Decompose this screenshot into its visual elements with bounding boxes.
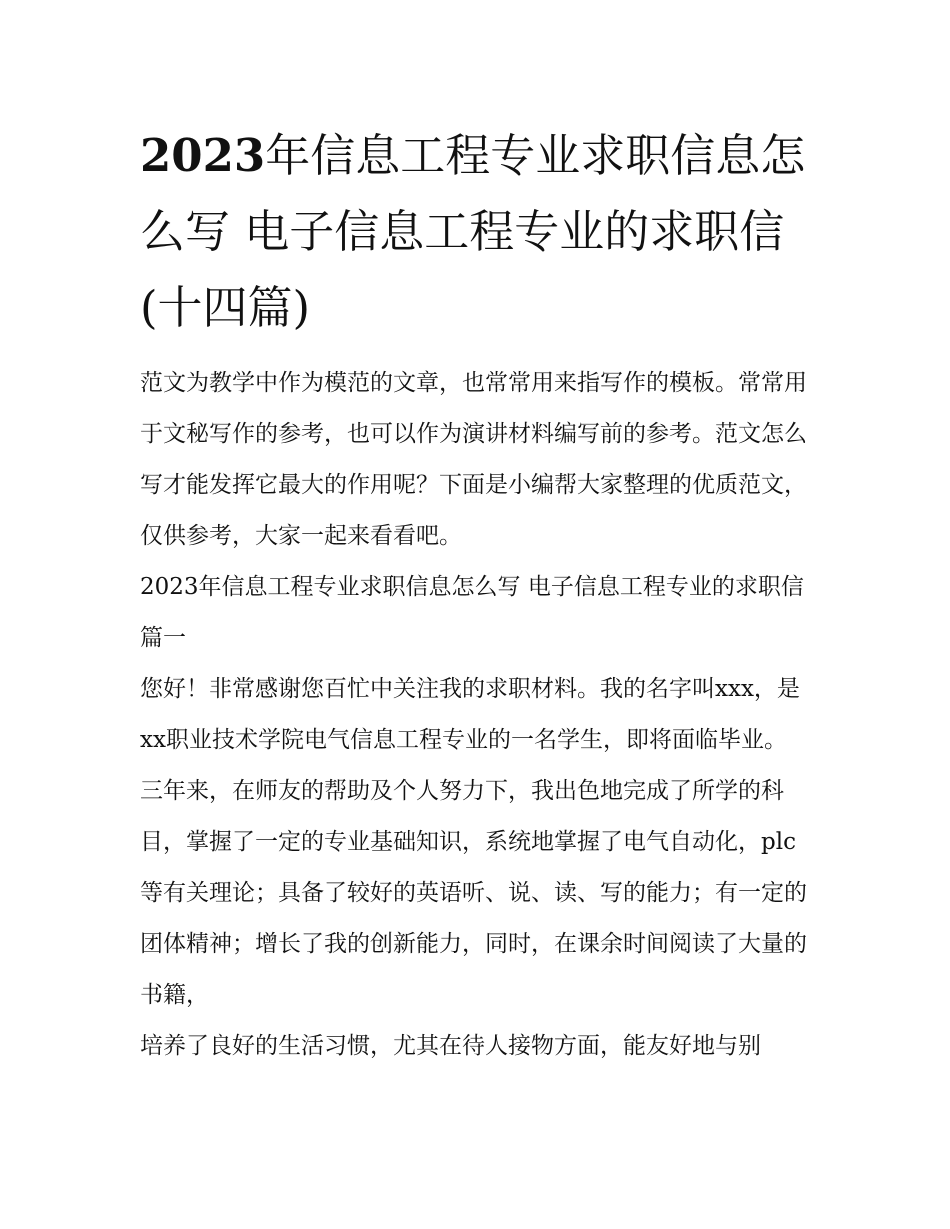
title-text: 年信息工程专业求职信息怎么写 电子信息工程专业的求职信(十四篇) xyxy=(140,129,806,334)
intro-paragraph: 范文为教学中作为模范的文章，也常常用来指写作的模板。常常用于文秘写作的参考，也可以作为演讲材料编写前的参考。范文怎么写才能发挥它最大的作用呢？下面是小编帮大家整理的优质范文，仅供参考，大家一起来看看吧。 xyxy=(140,370,807,549)
greeting-paragraph: 您好！非常感谢您百忙中关注我的求职材料。我的名字叫xxx，是xx职业技术学院电气信息工程专业的一名学生，即将面临毕业。 xyxy=(140,676,800,753)
title-year: 2023 xyxy=(140,129,266,182)
section-heading: 2023年信息工程专业求职信息怎么写 电子信息工程专业的求职信篇一 xyxy=(140,574,804,651)
document-title xyxy=(140,118,812,346)
body-paragraph-continued: 培养了良好的生活习惯，尤其在待人接物方面，能友好地与别 xyxy=(140,1033,761,1059)
document-page xyxy=(140,118,812,1072)
body-paragraph: 三年来，在师友的帮助及个人努力下，我出色地完成了所学的科目，掌握了一定的专业基础知识，系统地掌握了电气自动化，plc等有关理论；具备了较好的英语听、说、读、写的能力；有一定的团体精神；增长了我的创新能力，同时，在课余时间阅读了大量的书籍， xyxy=(140,778,807,1008)
